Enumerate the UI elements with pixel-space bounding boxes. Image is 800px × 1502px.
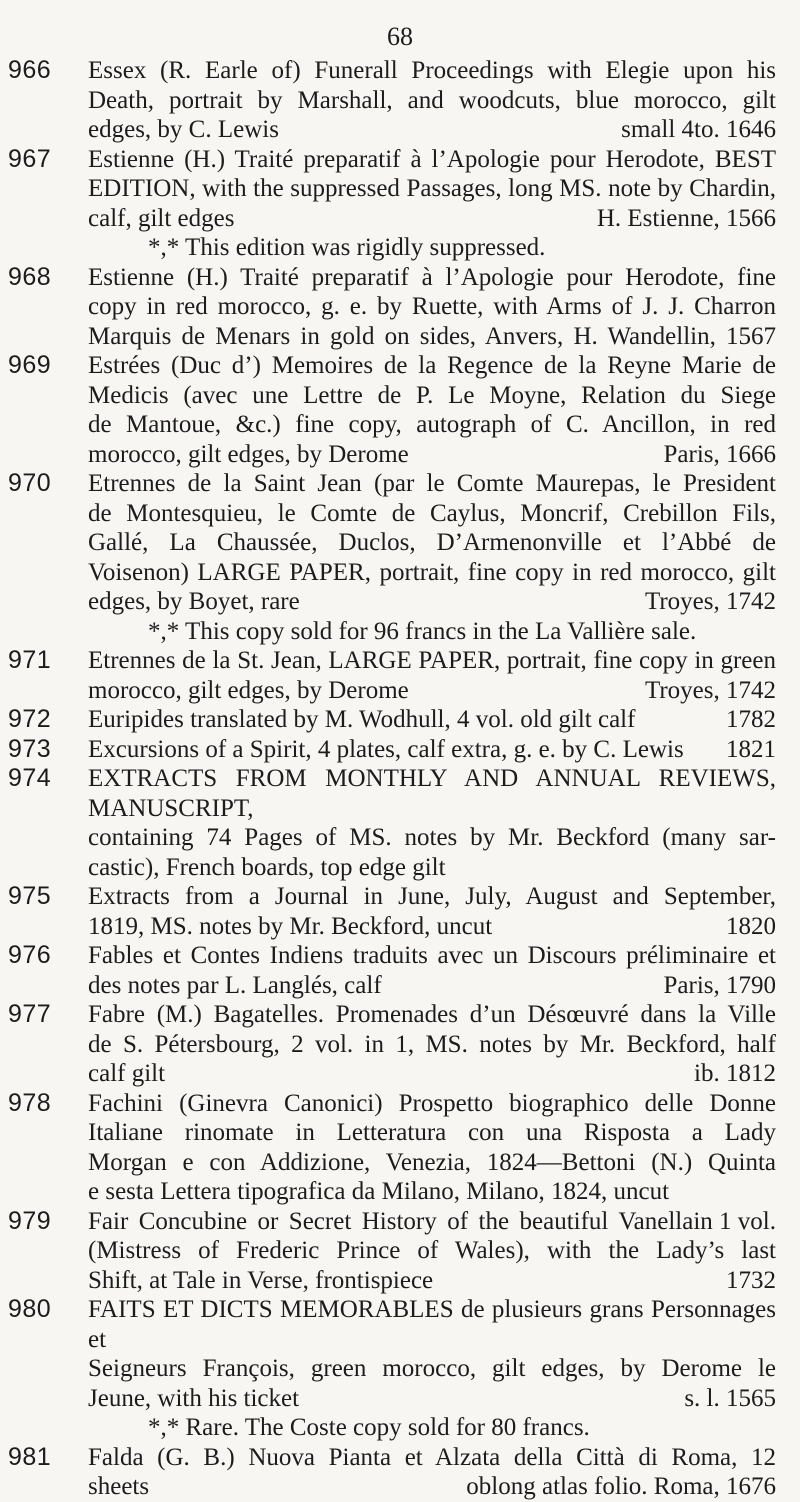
lot-number: 969 bbox=[8, 351, 52, 379]
entry-line: Fair Concubine or Secret History of the beautiful Vanella bbox=[88, 1207, 694, 1235]
lot-number: 977 bbox=[8, 1000, 52, 1028]
entry-line: Marquis de Menars in gold on sides, Anvers, H. Wandellin, 1567 bbox=[88, 322, 776, 350]
lot-number: 978 bbox=[8, 1088, 52, 1117]
entry-line: castic), French boards, top edge gilt bbox=[88, 853, 446, 881]
entry-line: Etrennes de la Saint Jean (par le Comte Maurepas, le President bbox=[88, 470, 776, 497]
entry-imprint: s. l. 1565 bbox=[684, 1384, 776, 1412]
entry-list bbox=[0, 56, 800, 1502]
entry-975 bbox=[0, 882, 800, 941]
entry-imprint: 1782 bbox=[726, 706, 776, 733]
entry-line: containing 74 Pages of MS. notes by Mr. Beckford (many sar- bbox=[88, 824, 776, 851]
entry-line: morocco, gilt edges, by Derome bbox=[88, 676, 409, 704]
entry-imprint: Paris, 1666 bbox=[663, 440, 776, 468]
entry-971 bbox=[0, 646, 800, 705]
entry-imprint: Troyes, 1742 bbox=[644, 676, 776, 704]
entry-line: de Mantoue, &c.) fine copy, autograph of C. Ancillon, in red bbox=[88, 411, 776, 438]
entry-981 bbox=[0, 1443, 800, 1502]
entry-imprint: 1821 bbox=[726, 735, 776, 763]
entry-line: Death, portrait by Marshall, and woodcuts, blue morocco, gilt bbox=[88, 86, 776, 114]
entry-line: Essex (R. Earle of) Funerall Proceedings with Elegie upon his bbox=[88, 57, 776, 84]
entry-974 bbox=[0, 764, 800, 882]
entry-line: calf gilt bbox=[88, 1060, 166, 1087]
lot-number: 967 bbox=[8, 144, 52, 173]
entry-968 bbox=[0, 263, 800, 352]
entry-line: Estienne (H.) Traité preparatif à l’Apologie pour Herodote, BEST bbox=[88, 145, 776, 173]
entry-line: Voisenon) LARGE PAPER, portrait, fine copy in red morocco, gilt bbox=[88, 558, 776, 586]
entry-note: *,* This copy sold for 96 francs in the La Vallière sale. bbox=[148, 617, 697, 645]
entry-imprint: Troyes, 1742 bbox=[644, 588, 776, 615]
entry-line: Etrennes de la St. Jean, LARGE PAPER, portrait, fine copy in green bbox=[88, 647, 776, 674]
lot-number: 970 bbox=[8, 469, 52, 497]
lot-number: 968 bbox=[8, 262, 52, 291]
entry-line: Fables et Contes Indiens traduits avec un Discours préliminaire et bbox=[88, 942, 776, 969]
entry-line: Estrées (Duc d’) Memoires de la Regence de la Reyne Marie de bbox=[88, 352, 776, 379]
entry-line: Fabre (M.) Bagatelles. Promenades d’un Désœuvré dans la Ville bbox=[88, 1001, 776, 1028]
entry-line: Fachini (Ginevra Canonici) Prospetto biographico delle Donne bbox=[88, 1089, 776, 1117]
entry-line: EXTRACTS FROM MONTHLY AND ANNUAL REVIEWS, MANUSCRIPT, bbox=[88, 765, 776, 822]
lot-number: 980 bbox=[8, 1295, 52, 1323]
entry-972 bbox=[0, 705, 800, 735]
entry-line: Italiane rinomate in Letteratura con una Risposta a Lady bbox=[88, 1119, 776, 1146]
entry-980 bbox=[0, 1295, 800, 1443]
entry-line: morocco, gilt edges, by Derome bbox=[88, 440, 409, 468]
entry-line: Falda (G. B.) Nuova Pianta et Alzata della Città di Roma, 12 bbox=[88, 1443, 776, 1471]
entry-imprint: ib. 1812 bbox=[694, 1060, 776, 1087]
entry-line: Extracts from a Journal in June, July, August and September, bbox=[88, 883, 776, 910]
entry-line: de S. Pétersbourg, 2 vol. in 1, MS. notes by Mr. Beckford, half bbox=[88, 1030, 776, 1058]
lot-number: 976 bbox=[8, 941, 52, 969]
lot-number: 973 bbox=[8, 734, 52, 763]
entry-979 bbox=[0, 1207, 800, 1296]
entry-line: Euripides translated by M. Wodhull, 4 vol. old gilt calf bbox=[88, 706, 636, 733]
entry-973 bbox=[0, 735, 800, 765]
lot-number: 979 bbox=[8, 1206, 52, 1235]
entry-line: 1819, MS. notes by Mr. Beckford, uncut bbox=[88, 912, 493, 940]
entry-line: edges, by Boyet, rare bbox=[88, 588, 300, 615]
entry-line: Excursions of a Spirit, 4 plates, calf extra, g. e. by C. Lewis bbox=[88, 735, 684, 763]
lot-number: 972 bbox=[8, 705, 52, 733]
lot-number: 975 bbox=[8, 882, 52, 910]
entry-line: des notes par L. Langlés, calf bbox=[88, 971, 382, 999]
entry-line: Jeune, with his ticket bbox=[88, 1384, 300, 1412]
entry-line: de Montesquieu, le Comte de Caylus, Moncrif, Crebillon Fils, bbox=[88, 499, 776, 527]
entry-line: calf, gilt edges bbox=[88, 204, 235, 232]
entry-imprint: small 4to. 1646 bbox=[621, 116, 776, 143]
lot-number: 981 bbox=[8, 1442, 52, 1471]
entry-line: Shift, at Tale in Verse, frontispiece bbox=[88, 1266, 434, 1294]
entry-note: *,* Rare. The Coste copy sold for 80 francs. bbox=[148, 1414, 590, 1441]
entry-imprint: 1732 bbox=[726, 1266, 776, 1294]
entry-line: Morgan e con Addizione, Venezia, 1824—Bettoni (N.) Quinta bbox=[88, 1148, 776, 1176]
entry-967 bbox=[0, 145, 800, 263]
entry-imprint: 1820 bbox=[726, 912, 776, 940]
entry-imprint: in 1 vol. bbox=[693, 1207, 776, 1235]
entry-line: copy in red morocco, g. e. by Ruette, with Arms of J. J. Charron bbox=[88, 293, 776, 320]
entry-line: EDITION, with the suppressed Passages, long MS. note by Chardin, bbox=[88, 175, 776, 202]
lot-number: 966 bbox=[8, 56, 52, 84]
entry-line: sheets bbox=[88, 1473, 150, 1500]
entry-line: Gallé, La Chaussée, Duclos, D’Armenonville et l’Abbé de bbox=[88, 529, 776, 556]
page-number: 68 bbox=[387, 22, 413, 51]
entry-line: Medicis (avec une Lettre de P. Le Moyne, Relation du Siege bbox=[88, 381, 776, 409]
entry-imprint: Paris, 1790 bbox=[663, 971, 776, 999]
lot-number: 974 bbox=[8, 764, 52, 792]
entry-imprint: H. Estienne, 1566 bbox=[596, 204, 776, 232]
entry-line: e sesta Lettera tipografica da Milano, Milano, 1824, uncut bbox=[88, 1178, 670, 1205]
entry-note: *,* This edition was rigidly suppressed. bbox=[148, 234, 546, 261]
entry-970 bbox=[0, 469, 800, 646]
entry-line: FAITS ET DICTS MEMORABLES de plusieurs grans Personnages et bbox=[88, 1296, 776, 1353]
entry-976 bbox=[0, 941, 800, 1000]
entry-imprint: oblong atlas folio. Roma, 1676 bbox=[466, 1473, 776, 1500]
entry-969 bbox=[0, 351, 800, 469]
entry-line: Estienne (H.) Traité preparatif à l’Apologie pour Herodote, fine bbox=[88, 263, 776, 291]
entry-line: edges, by C. Lewis bbox=[88, 116, 279, 143]
lot-number: 971 bbox=[8, 646, 52, 674]
entry-line: (Mistress of Frederic Prince of Wales), with the Lady’s last bbox=[88, 1237, 776, 1264]
entry-966 bbox=[0, 56, 800, 145]
entry-977 bbox=[0, 1000, 800, 1089]
entry-line: Seigneurs François, green morocco, gilt edges, by Derome le bbox=[88, 1355, 776, 1382]
